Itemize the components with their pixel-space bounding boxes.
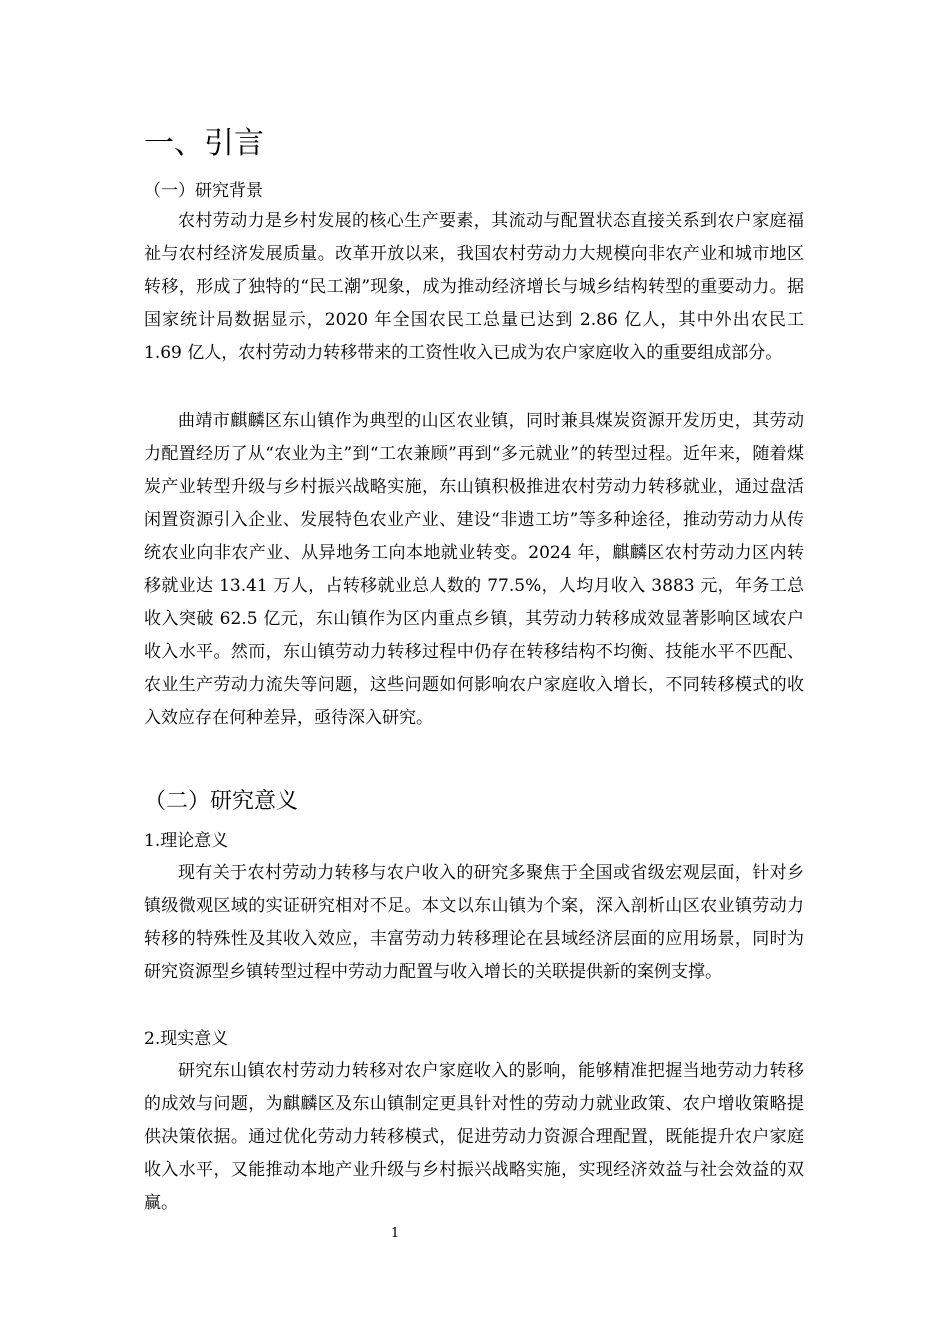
subheading-practical: 2.现实意义	[144, 1029, 229, 1049]
page-number: 1	[390, 1226, 400, 1241]
chapter-heading: 一、引言	[144, 126, 264, 161]
background-paragraph-1: 农村劳动力是乡村发展的核心生产要素，其流动与配置状态直接关系到农户家庭福祉与农村经济发展质量。改革开放以来，我国农村劳动力大规模向非农产业和城市地区转移，形成了独特的“民工潮”现象，成为推动经济增长与城乡结构转型的重要动力。据国家统计局数据显示，2020 年全国农民工总量已达到 2.86 亿人，其中外出农民工 1.69 亿人，农村劳动力转移带来的工资性收入已成为农户家庭收入的重要组成部分。	[144, 211, 804, 363]
background-paragraph-2: 曲靖市麒麟区东山镇作为典型的山区农业镇，同时兼具煤炭资源开发历史，其劳动力配置经历了从“农业为主”到“工农兼顾”再到“多元就业”的转型过程。近年来，随着煤炭产业转型升级与乡村振兴战略实施，东山镇积极推进农村劳动力转移就业，通过盘活闲置资源引入企业、发展特色农业产业、建设“非遗工坊”等多种途径，推动劳动力从传统农业向非农产业、从异地务工向本地就业转变。2024 年，麒麟区农村劳动力区内转移就业达 13.41 万人，占转移就业总人数的 77.5%，人均月收入 3883 元，年务工总收入突破 62.5 亿元，东山镇作为区内重点乡镇，其劳动力转移成效显著影响区域农户收入水平。然而，东山镇劳动力转移过程中仍存在转移结构不均衡、技能水平不匹配、农业生产劳动力流失等问题，这些问题如何影响农户家庭收入增长，不同转移模式的收入效应存在何种差异，亟待深入研究。	[144, 411, 804, 728]
theoretical-paragraph: 现有关于农村劳动力转移与农户收入的研究多聚焦于全国或省级宏观层面，针对乡镇级微观区域的实证研究相对不足。本文以东山镇为个案，深入剖析山区农业镇劳动力转移的特殊性及其收入效应，丰富劳动力转移理论在县域经济层面的应用场景，同时为研究资源型乡镇转型过程中劳动力配置与收入增长的关联提供新的案例支撑。	[144, 863, 804, 982]
section-heading-background: （一）研究背景	[144, 181, 263, 201]
subheading-theoretical: 1.理论意义	[144, 831, 229, 851]
section-heading-significance: （二）研究意义	[144, 789, 299, 814]
practical-paragraph: 研究东山镇农村劳动力转移对农户家庭收入的影响，能够精准把握当地劳动力转移的成效与问题，为麒麟区及东山镇制定更具针对性的劳动力就业政策、农户增收策略提供决策依据。通过优化劳动力转移模式，促进劳动力资源合理配置，既能提升农户家庭收入水平，又能推动本地产业升级与乡村振兴战略实施，实现经济效益与社会效益的双赢。	[144, 1061, 804, 1213]
